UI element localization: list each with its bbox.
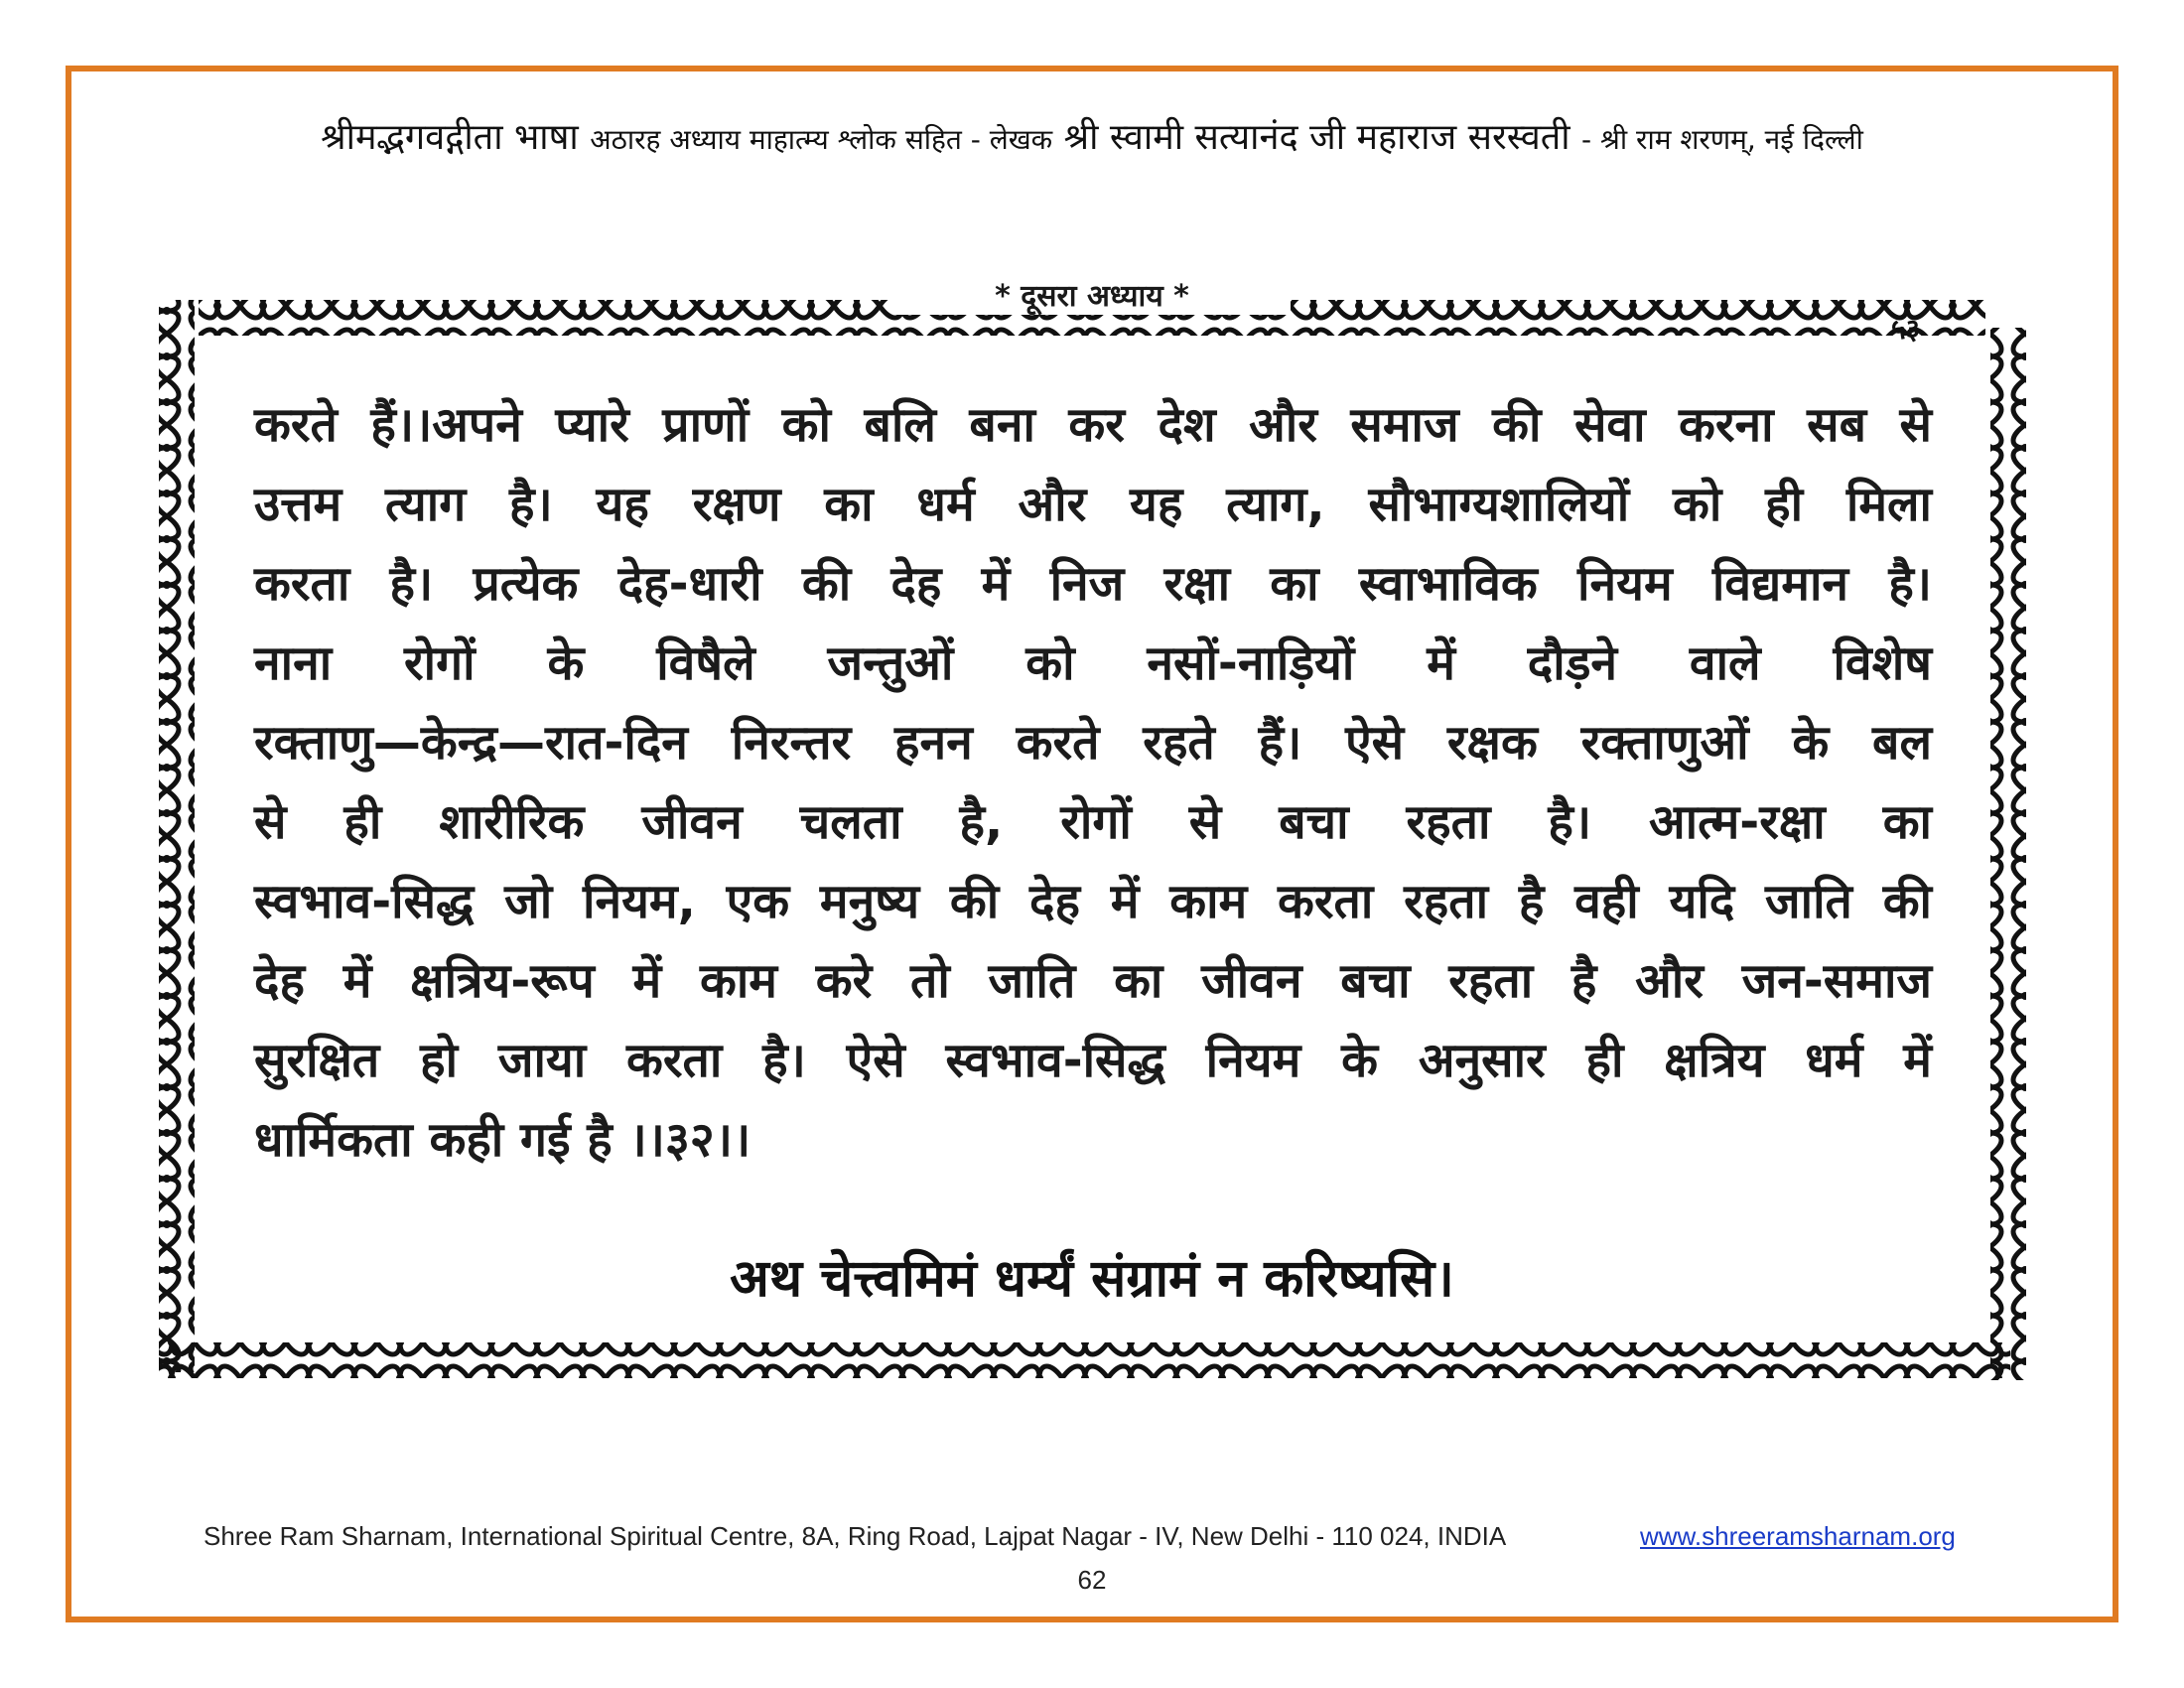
- website-link[interactable]: www.shreeramsharnam.org: [1640, 1521, 1956, 1551]
- border-bottom: [159, 1342, 2010, 1378]
- header-title: श्रीमद्भगवद्गीता भाषा: [321, 117, 579, 158]
- text-line: नाना रोगों के विषैले जन्तुओं को नसों-नाड़ियों में दौड़ने वाले विशेष: [254, 635, 1932, 691]
- chapter-title: * दूसरा अध्याय *: [893, 274, 1291, 315]
- page-header: [0, 111, 2184, 160]
- text-line: रक्ताणु—केन्द्र—रात-दिन निरन्तर हनन करते रहते हैं। ऐसे रक्षक रक्ताणुओं के बल: [254, 715, 1932, 771]
- footer-address: Shree Ram Sharnam, International Spiritual Centre, 8A, Ring Road, Lajpat Nagar - IV, New Delhi - 110 024, INDIA: [204, 1521, 1507, 1551]
- book-page-number: ५३: [1891, 313, 1921, 346]
- footer-page-number: 62: [1077, 1565, 1107, 1595]
- header-publisher: - श्री राम शरणम्, नई दिल्ली: [1581, 123, 1863, 156]
- text-line: करता है। प्रत्येक देह-धारी की देह में निज रक्षा का स्वाभाविक नियम विद्यमान है।: [254, 556, 1932, 612]
- scanned-passage: [254, 385, 1932, 1180]
- text-line: देह में क्षत्रिय-रूप में काम करे तो जाति का जीवन बचा रहता है और जन-समाज: [254, 953, 1932, 1009]
- border-left: [159, 300, 195, 1372]
- text-line: से ही शारीरिक जीवन चलता है, रोगों से बचा रहता है। आत्म-रक्षा का: [254, 794, 1932, 850]
- text-line: स्वभाव-सिद्ध जो नियम, एक मनुष्य की देह में काम करता रहता है वही यदि जाति की: [254, 874, 1932, 929]
- text-line: करते हैं।।अपने प्यारे प्राणों को बलि बना कर देश और समाज की सेवा करना सब से: [254, 397, 1932, 453]
- text-line: धार्मिकता कही गई है ।।३२।।: [254, 1112, 751, 1168]
- header-subtitle: अठारह अध्याय माहात्म्य श्लोक सहित - लेखक: [590, 123, 1053, 156]
- text-line: उत्तम त्याग है। यह रक्षण का धर्म और यह त्याग, सौभाग्यशालियों को ही मिला: [254, 477, 1932, 532]
- sloka-line: अथ चेत्त्वमिमं धर्म्यं संग्रामं न करिष्यसि।: [730, 1248, 1454, 1309]
- text-line: सुरक्षित हो जाया करता है। ऐसे स्वभाव-सिद्ध नियम के अनुसार ही क्षत्रिय धर्म में: [254, 1033, 1932, 1088]
- header-author: श्री स्वामी सत्यानंद जी महाराज सरस्वती: [1063, 117, 1570, 158]
- border-right: [1990, 328, 2026, 1380]
